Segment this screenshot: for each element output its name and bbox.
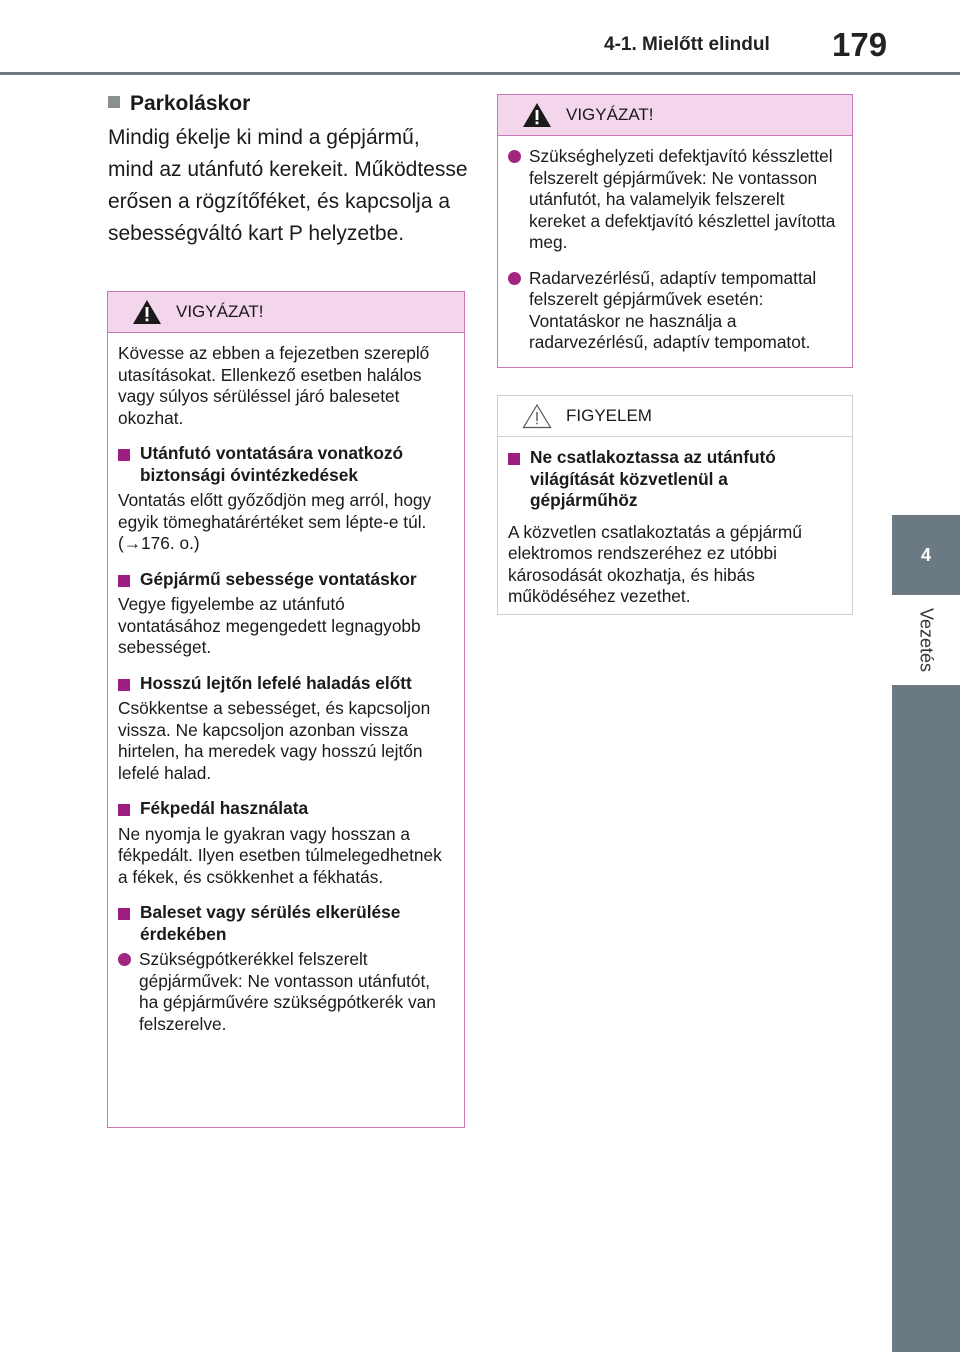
intro-text: Mindig ékelje ki mind a gépjármű, mind az utánfutó kerekeit. Működtesse erősen a rögzítőféket, és kapcsolja a sebességváltó kart P helyzetbe.: [108, 126, 468, 245]
section-title: 4-1. Mielőtt elindul: [604, 34, 770, 55]
subheading-square-icon: [118, 804, 130, 816]
chapter-tab-label: Vezetés: [916, 607, 937, 673]
warning-box-left: [107, 291, 465, 1128]
caution-triangle-outline-icon: [522, 403, 552, 429]
warning-triangle-icon: [132, 299, 162, 325]
warning-box-header: [108, 292, 464, 333]
warning-subheading: Gépjármű sebessége vontatáskor: [118, 569, 450, 591]
notice-subheading: Ne csatlakoztassa az utánfutó világítását közvetlenül a gépjárműhöz: [508, 447, 838, 512]
subheading-square-icon: [118, 908, 130, 920]
notice-label: FIGYELEM: [566, 406, 652, 425]
chapter-tab-bar: [892, 685, 960, 1352]
subheading-square-icon: [118, 575, 130, 587]
chapter-tab-number: 4: [892, 515, 960, 595]
heading-square-icon: [108, 96, 120, 108]
warning-section-text: Vegye figyelembe az utánfutó vontatásához megengedett legnagyobb sebességet.: [118, 594, 421, 657]
warning-triangle-icon: [522, 102, 552, 128]
warning-bullet: Radarvezérlésű, adaptív tempomattal felszerelt gépjárművek esetén: Vontatáskor ne használja a radarvezérlésű, adaptív tempomatot.: [508, 268, 838, 354]
warning-label: VIGYÁZAT!: [176, 302, 264, 321]
header-rule: [0, 72, 960, 75]
warning-section-text: Ne nyomja le gyakran vagy hosszan a fékpedált. Ilyen esetben túlmelegedhetnek a fékek, és csökkenhet a fékhatás.: [118, 823, 442, 887]
warning-bullet: Szükséghelyzeti defektjavító késszlettel felszerelt gépjárművek: Ne vontasson utánfutót, ha valamelyik felszerelt kereket a defektjavító készlettel javította meg.: [508, 146, 838, 254]
warning-subheading: Fékpedál használata: [118, 798, 450, 820]
warning-bullet: Szükségpótkerékkel felszerelt gépjárművek: Ne vontasson utánfutót, ha gépjárművére szükségpótkerék van felszerelve.: [118, 949, 450, 1035]
subheading-square-icon: [118, 449, 130, 461]
notice-box: [497, 395, 853, 615]
notice-box-header: [498, 396, 852, 437]
warning-label: VIGYÁZAT!: [566, 105, 654, 124]
warning-subheading: Hosszú lejtőn lefelé haladás előtt: [118, 673, 450, 695]
notice-text: A közvetlen csatlakoztatás a gépjármű elektromos rendszeréhez ez utóbbi károsodását okozhatja, és hibás működéséhez vezethet.: [508, 521, 802, 606]
subheading-square-icon: [118, 679, 130, 691]
warning-box-header: [498, 95, 852, 136]
warning-intro-text: Kövesse az ebben a fejezetben szereplő utasításokat. Ellenkező esetben halálos vagy súlyos sérüléssel járó balesetet okozhat.: [118, 343, 430, 428]
warning-subheading: Utánfutó vontatására vonatkozó biztonsági óvintézkedések: [118, 443, 450, 486]
bullet-dot-icon: [508, 150, 521, 163]
warning-box-right: [497, 94, 853, 368]
subheading-square-icon: [508, 453, 520, 465]
intro-heading: Parkoláskor: [108, 92, 250, 116]
bullet-dot-icon: [118, 953, 131, 966]
bullet-dot-icon: [508, 272, 521, 285]
warning-section-text: Csökkentse a sebességet, és kapcsoljon vissza. Ne kapcsoljon azonban vissza hirtelen, ha meredek vagy hosszú lejtőn lefelé halad.: [118, 698, 431, 783]
page-number: 179: [832, 26, 888, 63]
warning-subheading: Baleset vagy sérülés elkerülése érdekében: [118, 902, 450, 945]
warning-section-text: Vontatás előtt győződjön meg arról, hogy egyik tömeghatárértéket sem lépte-e túl. (→176. o.): [118, 490, 432, 553]
